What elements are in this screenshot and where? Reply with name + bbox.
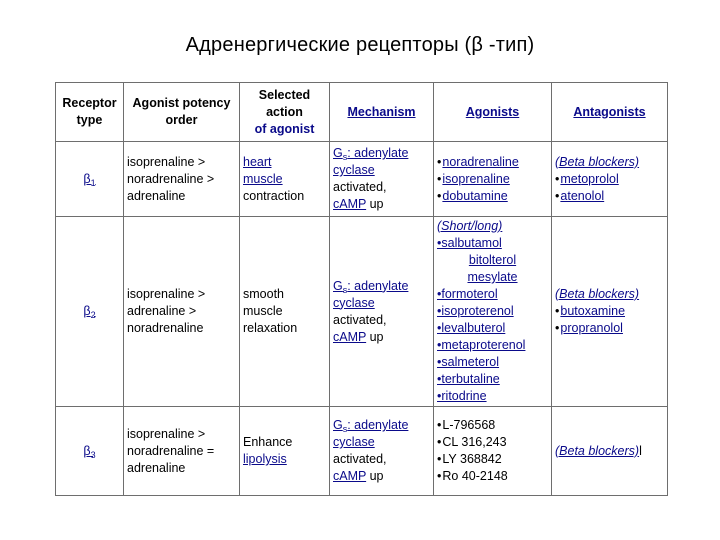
- header-antagonists-link[interactable]: Antagonists: [573, 104, 646, 119]
- agonist-link[interactable]: •salmeterol: [437, 355, 500, 369]
- receptor-cell: [56, 142, 124, 217]
- agonists-cell: •noradrenaline •isoprenaline •dobutamine: [434, 142, 552, 217]
- mechanism-up: up: [366, 197, 384, 211]
- table-row: [56, 217, 668, 407]
- camp-link[interactable]: cAMP: [333, 329, 367, 344]
- receptor-cell: [56, 407, 124, 496]
- receptor-beta2-link[interactable]: $\beta_2$: [83, 304, 96, 320]
- mechanism-cell: [330, 407, 434, 496]
- potency-line: adrenaline: [127, 188, 186, 203]
- action-line: relaxation: [243, 321, 298, 335]
- antagonist-link[interactable]: metoprolol: [560, 171, 619, 186]
- gs-protein-link[interactable]: $G_s$: [333, 278, 348, 295]
- header-agonists[interactable]: [434, 83, 552, 142]
- potency-line: noradrenaline >: [127, 171, 215, 186]
- agonist-link[interactable]: •terbutaline: [437, 372, 500, 386]
- antagonists-cell: [552, 407, 668, 496]
- action-line: contraction: [243, 188, 305, 203]
- adenylate-cyclase-link[interactable]: : adenylate cyclase: [333, 278, 409, 310]
- agonist-link[interactable]: noradrenaline: [442, 154, 519, 169]
- lipolysis-link[interactable]: lipolysis: [243, 452, 287, 466]
- header-receptor-text: Receptor type: [62, 96, 117, 127]
- header-agonists-link[interactable]: Agonists: [465, 104, 520, 119]
- antagonists-suffix: l: [639, 443, 642, 458]
- header-potency-text: Agonist potency order: [132, 96, 231, 127]
- mechanism-cell: [330, 217, 434, 407]
- page-title: Адренергические рецепторы (β -тип): [185, 34, 535, 56]
- antagonists-cell: (Beta blockers) •metoprolol •atenolol: [552, 142, 668, 217]
- antagonist-link[interactable]: atenolol: [560, 188, 605, 203]
- header-selected-action: [240, 83, 330, 142]
- agonist-link[interactable]: mesylate: [467, 270, 518, 284]
- adenylate-cyclase-link[interactable]: : adenylate cyclase: [333, 146, 409, 177]
- receptor-cell: [56, 217, 124, 407]
- agonist-item: CL 316,243: [442, 435, 507, 449]
- action-link[interactable]: heart: [243, 154, 272, 169]
- agonist-link[interactable]: •isoproterenol: [437, 304, 514, 318]
- potency-cell: [124, 407, 240, 496]
- agonist-link[interactable]: •ritodrine: [437, 389, 487, 403]
- potency-cell: [124, 217, 240, 407]
- agonist-link[interactable]: •metaproterenol: [437, 338, 526, 352]
- action-cell: [240, 407, 330, 496]
- agonist-link[interactable]: •levalbuterol: [437, 321, 506, 335]
- short-long-link[interactable]: (Short/long): [437, 219, 503, 233]
- action-cell: [240, 142, 330, 217]
- table-row: [56, 407, 668, 496]
- gs-protein-link[interactable]: $G_s$: [333, 418, 348, 434]
- action-link[interactable]: muscle: [243, 171, 283, 186]
- potency-line: adrenaline >: [127, 304, 197, 318]
- potency-line: adrenaline: [127, 460, 186, 475]
- header-receptor-type: [56, 83, 124, 142]
- adenylate-cyclase-link[interactable]: : adenylate cyclase: [333, 418, 409, 449]
- action-line: Enhance: [243, 435, 293, 449]
- mechanism-up: up: [366, 329, 384, 344]
- action-cell: [240, 217, 330, 407]
- beta-blockers-link[interactable]: (Beta blockers): [555, 154, 640, 169]
- header-action-link[interactable]: of agonist: [254, 121, 315, 136]
- potency-line: isoprenaline >: [127, 287, 206, 301]
- action-line: smooth: [243, 287, 284, 301]
- receptor-beta1-link[interactable]: $\beta_1$: [83, 171, 96, 188]
- mechanism-cell: [330, 142, 434, 217]
- header-action-line: Selected: [258, 87, 311, 102]
- agonist-link[interactable]: dobutamine: [442, 188, 508, 203]
- potency-line: isoprenaline >: [127, 426, 206, 441]
- action-line: muscle: [243, 304, 283, 318]
- camp-link[interactable]: cAMP: [333, 469, 367, 483]
- antagonist-link[interactable]: propranolol: [560, 321, 623, 335]
- agonist-item: LY 368842: [442, 452, 502, 466]
- beta-blockers-link[interactable]: (Beta blockers): [555, 287, 640, 301]
- header-mechanism[interactable]: [330, 83, 434, 142]
- table-row: [56, 142, 668, 217]
- mechanism-up: up: [366, 469, 384, 483]
- header-row: [56, 83, 668, 142]
- agonists-cell: •L-796568 •CL 316,243 •LY 368842 •Ro 40-2148: [434, 407, 552, 496]
- agonist-link[interactable]: isoprenaline: [442, 171, 510, 186]
- mechanism-line: activated,: [333, 180, 387, 194]
- beta-receptor-table: [55, 82, 668, 496]
- header-potency-order: [124, 83, 240, 142]
- antagonist-link[interactable]: butoxamine: [560, 304, 626, 318]
- header-antagonists[interactable]: [552, 83, 668, 142]
- potency-line: noradrenaline: [127, 321, 204, 335]
- beta-blockers-link[interactable]: (Beta blockers): [555, 443, 640, 458]
- receptor-beta3-link[interactable]: $\beta_3$: [83, 443, 96, 460]
- agonist-link[interactable]: bitolterol: [468, 253, 517, 267]
- mechanism-line: activated,: [333, 312, 387, 327]
- gs-protein-link[interactable]: $G_s$: [333, 146, 348, 162]
- agonist-item: L-796568: [442, 418, 496, 432]
- header-mechanism-link[interactable]: Mechanism: [347, 104, 416, 119]
- potency-cell: [124, 142, 240, 217]
- antagonists-cell: (Beta blockers) •butoxamine •propranolol: [552, 217, 668, 407]
- camp-link[interactable]: cAMP: [333, 197, 367, 211]
- agonist-link[interactable]: •salbutamol: [437, 236, 502, 250]
- mechanism-line: activated,: [333, 452, 387, 466]
- agonist-link[interactable]: •formoterol: [437, 287, 498, 301]
- agonists-cell: [434, 217, 552, 407]
- header-action-line: action: [266, 104, 303, 119]
- agonist-item: Ro 40-2148: [442, 469, 508, 483]
- potency-line: isoprenaline >: [127, 154, 206, 169]
- potency-line: noradrenaline =: [127, 443, 215, 458]
